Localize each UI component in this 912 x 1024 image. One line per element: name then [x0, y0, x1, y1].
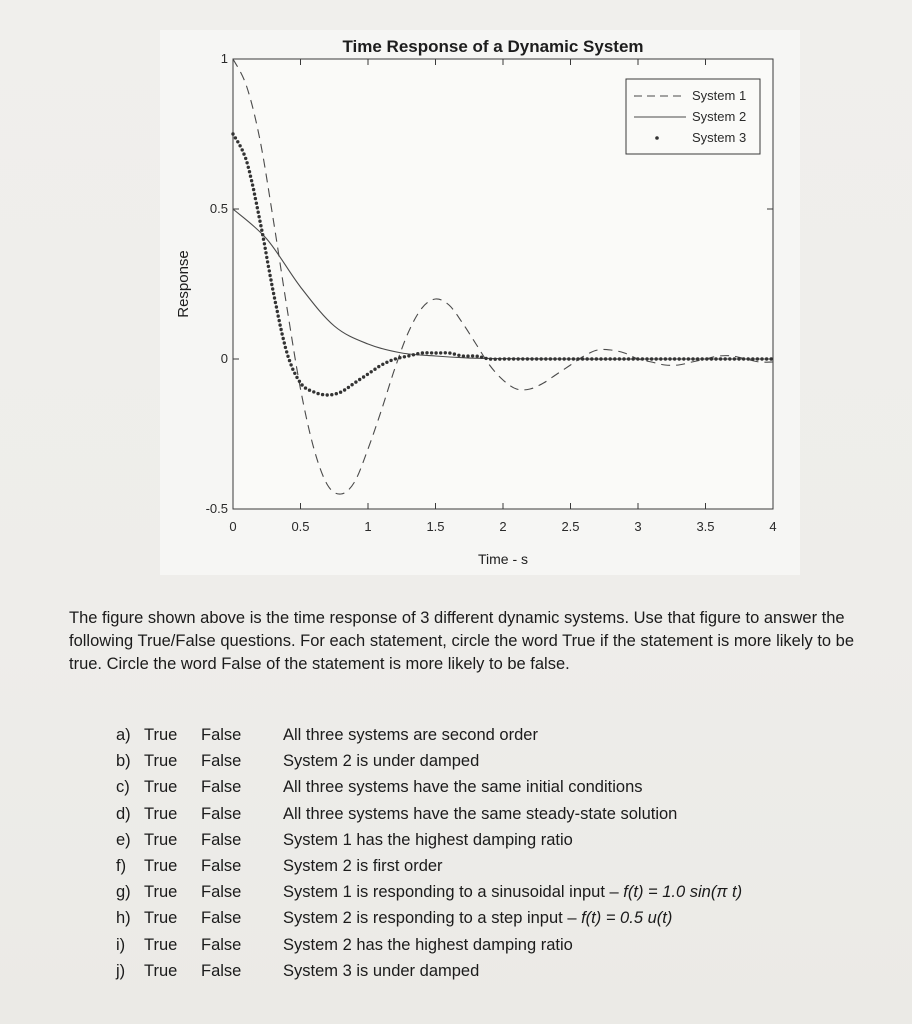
series-3-marker: [330, 393, 333, 396]
series-3-marker: [389, 359, 392, 362]
series-3-marker: [256, 206, 259, 209]
series-3-marker: [604, 357, 607, 360]
series-3-marker: [285, 350, 288, 353]
series-3-marker: [747, 357, 750, 360]
series-3-marker: [265, 256, 268, 259]
series-3-marker: [377, 365, 380, 368]
series-3-marker: [627, 357, 630, 360]
question-formula: f(t) = 1.0 sin(π t): [623, 883, 743, 902]
series-3-marker: [503, 357, 506, 360]
series-3-marker: [278, 323, 281, 326]
legend-system-3-label: System 3: [692, 130, 747, 145]
series-3-marker: [271, 287, 274, 290]
series-3-marker: [257, 211, 260, 214]
series-3-marker: [273, 296, 276, 299]
series-3-marker: [394, 357, 397, 360]
instructions-paragraph: The figure shown above is the time response of 3 different dynamic systems. Use that figure to answer the following True/False questions. For each statement, circle the word True if the statement is more likely to be true. Circle the word False of the statement is more likely to be false.: [69, 609, 855, 673]
series-3-marker: [678, 357, 681, 360]
series-3-marker: [274, 301, 277, 304]
series-3-marker: [288, 359, 291, 362]
series-3-marker: [457, 354, 460, 357]
answer-true-option[interactable]: True: [144, 856, 178, 875]
series-3-marker: [326, 393, 329, 396]
x-tick-label: 1.5: [426, 519, 445, 534]
legend: [626, 79, 760, 154]
series-3-marker: [549, 357, 552, 360]
series-3-marker: [742, 357, 745, 360]
question-item: [116, 726, 876, 752]
series-3-marker: [553, 357, 556, 360]
series-3-marker: [398, 356, 401, 359]
x-tick-label: 0.5: [291, 519, 310, 534]
question-statement: System 2 is under damped: [283, 752, 480, 771]
series-3-marker: [567, 357, 570, 360]
series-3-marker: [632, 357, 635, 360]
x-tick-label: 1: [364, 519, 372, 534]
question-item: [116, 752, 876, 778]
series-3-marker: [252, 188, 255, 191]
answer-false-option[interactable]: False: [201, 830, 242, 849]
question-statement: All three systems have the same steady-state solution: [283, 804, 678, 823]
series-3-marker: [258, 220, 261, 223]
series-3-marker: [444, 351, 447, 354]
series-3-marker: [266, 260, 269, 263]
x-tick-label: 0: [229, 519, 237, 534]
series-3-marker: [526, 357, 529, 360]
question-letter: j): [116, 961, 126, 980]
series-3-marker: [279, 328, 282, 331]
series-3-marker: [339, 391, 342, 394]
series-3-marker: [280, 332, 283, 335]
series-3-marker: [770, 357, 773, 360]
series-3-marker: [282, 337, 285, 340]
question-list: [116, 726, 876, 988]
series-3-marker: [751, 357, 754, 360]
series-3-marker: [267, 265, 270, 268]
series-3-marker: [298, 380, 301, 383]
series-3-marker: [262, 238, 265, 241]
series-3-marker: [613, 357, 616, 360]
series-3-marker: [586, 357, 589, 360]
question-letter: c): [116, 778, 130, 797]
y-axis-label: Response: [175, 250, 192, 318]
series-3-marker: [728, 357, 731, 360]
answer-true-option[interactable]: True: [144, 804, 178, 823]
answer-false-option[interactable]: False: [201, 856, 242, 875]
answer-true-option[interactable]: True: [144, 909, 178, 928]
series-3-marker: [249, 175, 252, 178]
series-3-marker: [595, 357, 598, 360]
series-3-marker: [275, 305, 278, 308]
series-3-marker: [599, 357, 602, 360]
question-letter: f): [116, 856, 127, 875]
question-letter: e): [116, 830, 131, 849]
series-3-marker: [480, 356, 483, 359]
question-statement: All three systems have the same initial conditions: [283, 778, 643, 797]
series-3-marker: [350, 383, 353, 386]
series-3-marker: [558, 357, 561, 360]
series-3-marker: [250, 179, 253, 182]
series-3-marker: [512, 357, 515, 360]
series-3-marker: [370, 370, 373, 373]
series-3-marker: [234, 136, 237, 139]
answer-false-option[interactable]: False: [201, 883, 242, 902]
answer-false-option[interactable]: False: [201, 804, 242, 823]
answer-false-option[interactable]: False: [201, 935, 242, 954]
series-3-marker: [719, 357, 722, 360]
series-3-marker: [544, 357, 547, 360]
series-3-marker: [453, 352, 456, 355]
answer-true-option[interactable]: True: [144, 726, 178, 744]
series-3-marker: [434, 351, 437, 354]
series-3-marker: [421, 351, 424, 354]
series-3-marker: [304, 386, 307, 389]
legend-system-2-label: System 2: [692, 109, 747, 124]
series-3-marker: [696, 357, 699, 360]
series-3-marker: [724, 357, 727, 360]
series-3-marker: [264, 251, 267, 254]
series-3-marker: [517, 357, 520, 360]
question-letter: i): [116, 935, 126, 954]
answer-true-option[interactable]: True: [144, 883, 178, 902]
question-statement: All three systems are second order: [283, 726, 538, 744]
series-3-marker: [253, 192, 256, 195]
answer-true-option[interactable]: True: [144, 830, 178, 849]
series-3-marker: [412, 353, 415, 356]
series-3-marker: [403, 355, 406, 358]
question-item: [116, 883, 876, 909]
series-3-marker: [655, 357, 658, 360]
series-3-marker: [260, 229, 263, 232]
series-3-marker: [687, 357, 690, 360]
series-3-marker: [248, 170, 251, 173]
series-3-marker: [261, 233, 264, 236]
question-letter: h): [116, 909, 131, 928]
series-3-marker: [354, 380, 357, 383]
series-3-marker: [241, 148, 244, 151]
series-3-marker: [535, 357, 538, 360]
question-item: [116, 936, 876, 962]
series-3-marker: [581, 357, 584, 360]
series-3-marker: [289, 363, 292, 366]
series-3-marker: [760, 357, 763, 360]
series-3-marker: [276, 310, 279, 313]
series-3-marker: [272, 292, 275, 295]
series-3-marker: [269, 278, 272, 281]
question-letter: a): [116, 726, 131, 744]
series-3-marker: [714, 357, 717, 360]
question-statement: System 2 is responding to a step input – f(t) = 0.5 u(t): [283, 909, 673, 928]
question-letter: g): [116, 883, 131, 902]
series-3-marker: [425, 351, 428, 354]
series-3-marker: [321, 393, 324, 396]
series-3-marker: [609, 357, 612, 360]
series-3-marker: [238, 144, 241, 147]
series-3-marker: [521, 357, 524, 360]
series-3-marker: [277, 314, 280, 317]
series-3-marker: [664, 357, 667, 360]
series-3-marker: [484, 357, 487, 360]
answer-false-option[interactable]: False: [201, 961, 242, 980]
series-3-marker: [366, 373, 369, 376]
answer-false-option[interactable]: False: [201, 752, 242, 771]
series-3-marker: [448, 351, 451, 354]
series-3-marker: [381, 363, 384, 366]
question-statement: System 1 is responding to a sinusoidal input – f(t) = 1.0 sin(π t): [283, 883, 743, 902]
series-3-marker: [312, 390, 315, 393]
series-3-marker: [245, 161, 248, 164]
series-3-marker: [300, 383, 303, 386]
time-response-chart: [160, 30, 800, 575]
legend-system-3-marker: [655, 136, 659, 140]
series-3-marker: [231, 132, 234, 135]
series-3-marker: [284, 346, 287, 349]
series-3-marker: [489, 357, 492, 360]
answer-true-option[interactable]: True: [144, 961, 178, 980]
series-3-marker: [286, 355, 289, 358]
series-3-marker: [668, 357, 671, 360]
series-3-marker: [737, 357, 740, 360]
series-3-marker: [430, 351, 433, 354]
y-tick-label: 1: [220, 51, 228, 66]
series-3-marker: [563, 357, 566, 360]
series-3-marker: [259, 224, 262, 227]
series-3-marker: [466, 354, 469, 357]
series-3-marker: [494, 358, 497, 361]
series-3-marker: [645, 357, 648, 360]
series-3-marker: [641, 357, 644, 360]
series-3-marker: [254, 197, 257, 200]
series-3-marker: [691, 357, 694, 360]
series-3-marker: [316, 392, 319, 395]
answer-true-option[interactable]: True: [144, 778, 178, 797]
series-3-marker: [362, 375, 365, 378]
series-3-marker: [242, 152, 245, 155]
series-3-marker: [263, 242, 266, 245]
question-item: [116, 857, 876, 883]
x-tick-label: 2.5: [561, 519, 580, 534]
question-statement: System 2 has the highest damping ratio: [283, 935, 573, 954]
series-3-marker: [462, 354, 465, 357]
series-3-marker: [576, 357, 579, 360]
question-statement: System 3 is under damped: [283, 961, 480, 980]
series-3-marker: [268, 274, 271, 277]
series-3-marker: [650, 357, 653, 360]
series-3-marker: [358, 378, 361, 381]
series-3-marker: [236, 140, 239, 143]
series-3-marker: [622, 357, 625, 360]
x-tick-label: 3: [634, 519, 642, 534]
legend-system-1-label: System 1: [692, 88, 747, 103]
series-3-marker: [530, 357, 533, 360]
series-3-marker: [407, 354, 410, 357]
y-tick-label: -0.5: [205, 501, 228, 516]
question-item: [116, 805, 876, 831]
x-tick-label: 4: [769, 519, 777, 534]
series-3-marker: [295, 376, 298, 379]
series-3-marker: [343, 388, 346, 391]
series-3-marker: [335, 392, 338, 395]
y-tick-label: 0.5: [209, 201, 228, 216]
x-axis-label: Time - s: [477, 551, 529, 567]
series-3-marker: [710, 357, 713, 360]
series-3-marker: [498, 357, 501, 360]
series-3-marker: [416, 352, 419, 355]
series-3-marker: [278, 319, 281, 322]
answer-false-option[interactable]: False: [201, 726, 242, 744]
series-3-marker: [471, 354, 474, 357]
series-3-marker: [373, 368, 376, 371]
series-3-marker: [618, 357, 621, 360]
series-3-marker: [270, 283, 273, 286]
series-3-marker: [247, 166, 250, 169]
x-tick-label: 3.5: [696, 519, 715, 534]
y-tick-label: 0: [220, 351, 228, 366]
answer-false-option[interactable]: False: [201, 778, 242, 797]
answer-true-option[interactable]: True: [144, 935, 178, 954]
question-item: [116, 831, 876, 857]
series-3-marker: [293, 372, 296, 375]
series-3-marker: [439, 351, 442, 354]
question-item: [116, 778, 876, 804]
series-3-marker: [385, 361, 388, 364]
series-3-marker: [659, 357, 662, 360]
series-3-marker: [291, 368, 294, 371]
series-3-marker: [255, 202, 258, 205]
series-3-marker: [540, 357, 543, 360]
chart-title: Time Response of a Dynamic System: [342, 37, 644, 56]
series-3-marker: [507, 357, 510, 360]
answer-false-option[interactable]: False: [201, 909, 242, 928]
series-3-marker: [756, 357, 759, 360]
series-3-marker: [636, 357, 639, 360]
series-3-marker: [705, 357, 708, 360]
series-3-marker: [572, 357, 575, 360]
series-3-marker: [673, 357, 676, 360]
series-3-marker: [244, 157, 247, 160]
answer-true-option[interactable]: True: [144, 752, 178, 771]
series-3-marker: [283, 341, 286, 344]
question-letter: b): [116, 752, 131, 771]
series-3-marker: [264, 247, 267, 250]
series-3-marker: [476, 355, 479, 358]
series-3-marker: [308, 389, 311, 392]
question-statement: System 2 is first order: [283, 856, 443, 875]
series-3-marker: [257, 215, 260, 218]
series-3-marker: [268, 269, 271, 272]
series-3-marker: [701, 357, 704, 360]
question-statement: System 1 has the highest damping ratio: [283, 830, 573, 849]
question-item: [116, 909, 876, 935]
question-item: [116, 962, 876, 988]
series-3-marker: [682, 357, 685, 360]
series-3-marker: [733, 357, 736, 360]
series-3-marker: [347, 386, 350, 389]
series-3-marker: [590, 357, 593, 360]
series-3-marker: [765, 357, 768, 360]
series-3-marker: [251, 183, 254, 186]
time-response-figure: [160, 30, 800, 575]
x-tick-label: 2: [499, 519, 507, 534]
question-formula: f(t) = 0.5 u(t): [581, 909, 673, 928]
question-letter: d): [116, 804, 131, 823]
